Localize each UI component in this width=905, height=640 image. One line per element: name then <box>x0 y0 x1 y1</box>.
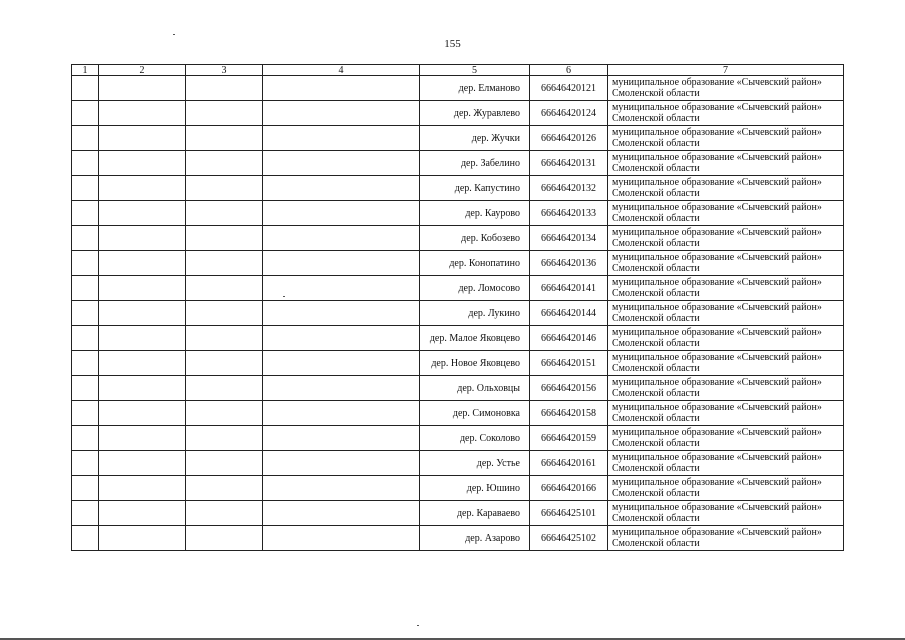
empty-cell-col1 <box>72 376 99 401</box>
municipality-line-2: Смоленской области <box>612 313 700 324</box>
municipality-cell <box>608 76 844 101</box>
empty-cell-col1 <box>72 501 99 526</box>
page-number: 155 <box>444 38 461 50</box>
municipality-line-1: муниципальное образование «Сычевский район» <box>612 351 822 363</box>
oktmo-code-cell: 66646420132 <box>530 176 608 201</box>
municipality-cell <box>608 376 844 401</box>
column-header-3: 3 <box>186 65 263 76</box>
empty-cell-col1 <box>72 201 99 226</box>
place-name-cell: дер. Новое Яковцево <box>420 351 530 376</box>
column-header-5: 5 <box>420 65 530 76</box>
empty-cell-col1 <box>72 451 99 476</box>
table-row <box>72 426 844 451</box>
empty-cell-col1 <box>72 151 99 176</box>
empty-cell-col2 <box>99 351 186 376</box>
municipality-cell <box>608 526 844 551</box>
municipality-line-1: муниципальное образование «Сычевский район» <box>612 126 822 138</box>
empty-cell-col4 <box>263 451 420 476</box>
empty-cell-col1 <box>72 401 99 426</box>
municipality-line-1: муниципальное образование «Сычевский район» <box>612 426 822 438</box>
municipality-line-1: муниципальное образование «Сычевский район» <box>612 526 822 538</box>
empty-cell-col3 <box>186 276 263 301</box>
place-name-cell: дер. Журавлево <box>420 101 530 126</box>
header-row <box>72 65 844 76</box>
column-header-4: 4 <box>263 65 420 76</box>
empty-cell-col3 <box>186 201 263 226</box>
municipality-line-2: Смоленской области <box>612 213 700 224</box>
municipality-line-2: Смоленской области <box>612 413 700 424</box>
municipality-cell <box>608 101 844 126</box>
empty-cell-col4 <box>263 176 420 201</box>
municipality-cell <box>608 501 844 526</box>
table-row <box>72 251 844 276</box>
empty-cell-col4 <box>263 251 420 276</box>
empty-cell-col3 <box>186 251 263 276</box>
column-header-1: 1 <box>72 65 99 76</box>
empty-cell-col2 <box>99 376 186 401</box>
table-row <box>72 401 844 426</box>
place-name-cell: дер. Лукино <box>420 301 530 326</box>
empty-cell-col1 <box>72 126 99 151</box>
place-name-cell: дер. Жучки <box>420 126 530 151</box>
empty-cell-col4 <box>263 151 420 176</box>
municipality-line-2: Смоленской области <box>612 88 700 99</box>
municipality-cell <box>608 351 844 376</box>
empty-cell-col1 <box>72 76 99 101</box>
municipality-cell <box>608 176 844 201</box>
municipality-line-2: Смоленской области <box>612 438 700 449</box>
table-header <box>72 65 844 76</box>
empty-cell-col1 <box>72 426 99 451</box>
column-header-2: 2 <box>99 65 186 76</box>
municipality-line-2: Смоленской области <box>612 163 700 174</box>
municipality-line-2: Смоленской области <box>612 288 700 299</box>
municipality-cell <box>608 476 844 501</box>
oktmo-code-cell: 66646420141 <box>530 276 608 301</box>
municipality-line-2: Смоленской области <box>612 388 700 399</box>
empty-cell-col2 <box>99 401 186 426</box>
registry-table <box>71 64 844 551</box>
oktmo-code-cell: 66646420146 <box>530 326 608 351</box>
empty-cell-col3 <box>186 451 263 476</box>
table-row <box>72 226 844 251</box>
oktmo-code-cell: 66646420134 <box>530 226 608 251</box>
place-name-cell: дер. Малое Яковцево <box>420 326 530 351</box>
empty-cell-col2 <box>99 451 186 476</box>
empty-cell-col2 <box>99 526 186 551</box>
empty-cell-col4 <box>263 401 420 426</box>
column-header-6: 6 <box>530 65 608 76</box>
place-name-cell: дер. Конопатино <box>420 251 530 276</box>
empty-cell-col1 <box>72 276 99 301</box>
empty-cell-col4 <box>263 201 420 226</box>
empty-cell-col2 <box>99 426 186 451</box>
empty-cell-col2 <box>99 226 186 251</box>
empty-cell-col1 <box>72 101 99 126</box>
table-body <box>72 76 844 551</box>
table-row <box>72 351 844 376</box>
place-name-cell: дер. Ольховцы <box>420 376 530 401</box>
municipality-cell <box>608 426 844 451</box>
table-row <box>72 101 844 126</box>
municipality-line-1: муниципальное образование «Сычевский район» <box>612 376 822 388</box>
oktmo-code-cell: 66646420158 <box>530 401 608 426</box>
municipality-cell <box>608 251 844 276</box>
municipality-line-2: Смоленской области <box>612 513 700 524</box>
empty-cell-col3 <box>186 376 263 401</box>
place-name-cell: дер. Ломосово <box>420 276 530 301</box>
empty-cell-col1 <box>72 476 99 501</box>
oktmo-code-cell: 66646420133 <box>530 201 608 226</box>
municipality-line-2: Смоленской области <box>612 463 700 474</box>
oktmo-code-cell: 66646420159 <box>530 426 608 451</box>
municipality-cell <box>608 451 844 476</box>
scan-speck <box>173 34 175 35</box>
oktmo-code-cell: 66646420124 <box>530 101 608 126</box>
municipality-line-1: муниципальное образование «Сычевский район» <box>612 151 822 163</box>
oktmo-code-cell: 66646420136 <box>530 251 608 276</box>
place-name-cell: дер. Кобозево <box>420 226 530 251</box>
municipality-line-2: Смоленской области <box>612 363 700 374</box>
empty-cell-col3 <box>186 351 263 376</box>
empty-cell-col2 <box>99 176 186 201</box>
oktmo-code-cell: 66646420156 <box>530 376 608 401</box>
table-row <box>72 526 844 551</box>
oktmo-code-cell: 66646425102 <box>530 526 608 551</box>
municipality-cell <box>608 201 844 226</box>
empty-cell-col3 <box>186 76 263 101</box>
municipality-line-2: Смоленской области <box>612 538 700 549</box>
municipality-line-1: муниципальное образование «Сычевский район» <box>612 501 822 513</box>
empty-cell-col4 <box>263 326 420 351</box>
oktmo-code-cell: 66646420121 <box>530 76 608 101</box>
place-name-cell: дер. Юшино <box>420 476 530 501</box>
empty-cell-col4 <box>263 76 420 101</box>
empty-cell-col4 <box>263 351 420 376</box>
place-name-cell: дер. Капустино <box>420 176 530 201</box>
empty-cell-col2 <box>99 476 186 501</box>
table-row <box>72 501 844 526</box>
empty-cell-col3 <box>186 326 263 351</box>
municipality-line-2: Смоленской области <box>612 113 700 124</box>
empty-cell-col4 <box>263 126 420 151</box>
place-name-cell: дер. Каурово <box>420 201 530 226</box>
empty-cell-col3 <box>186 501 263 526</box>
empty-cell-col3 <box>186 101 263 126</box>
oktmo-code-cell: 66646420126 <box>530 126 608 151</box>
table-row <box>72 76 844 101</box>
municipality-line-1: муниципальное образование «Сычевский район» <box>612 176 822 188</box>
scan-speck <box>417 625 419 626</box>
empty-cell-col3 <box>186 151 263 176</box>
table-row <box>72 176 844 201</box>
oktmo-code-cell: 66646425101 <box>530 501 608 526</box>
oktmo-code-cell: 66646420166 <box>530 476 608 501</box>
table-row <box>72 276 844 301</box>
empty-cell-col2 <box>99 276 186 301</box>
empty-cell-col4 <box>263 101 420 126</box>
scan-speck <box>283 296 285 297</box>
empty-cell-col1 <box>72 251 99 276</box>
municipality-line-2: Смоленской области <box>612 263 700 274</box>
place-name-cell: дер. Устье <box>420 451 530 476</box>
empty-cell-col3 <box>186 401 263 426</box>
oktmo-code-cell: 66646420151 <box>530 351 608 376</box>
place-name-cell: дер. Елманово <box>420 76 530 101</box>
municipality-line-1: муниципальное образование «Сычевский район» <box>612 101 822 113</box>
empty-cell-col2 <box>99 201 186 226</box>
table-row <box>72 126 844 151</box>
empty-cell-col3 <box>186 176 263 201</box>
municipality-line-1: муниципальное образование «Сычевский район» <box>612 401 822 413</box>
municipality-line-1: муниципальное образование «Сычевский район» <box>612 276 822 288</box>
empty-cell-col2 <box>99 501 186 526</box>
municipality-line-1: муниципальное образование «Сычевский район» <box>612 451 822 463</box>
empty-cell-col2 <box>99 326 186 351</box>
empty-cell-col3 <box>186 426 263 451</box>
municipality-line-2: Смоленской области <box>612 138 700 149</box>
municipality-line-1: муниципальное образование «Сычевский район» <box>612 251 822 263</box>
table-row <box>72 301 844 326</box>
municipality-line-2: Смоленской области <box>612 338 700 349</box>
empty-cell-col4 <box>263 226 420 251</box>
empty-cell-col4 <box>263 276 420 301</box>
empty-cell-col2 <box>99 126 186 151</box>
empty-cell-col3 <box>186 226 263 251</box>
municipality-cell <box>608 126 844 151</box>
empty-cell-col2 <box>99 251 186 276</box>
municipality-line-2: Смоленской области <box>612 488 700 499</box>
table-row <box>72 326 844 351</box>
column-header-7: 7 <box>608 65 844 76</box>
place-name-cell: дер. Азарово <box>420 526 530 551</box>
table-row <box>72 476 844 501</box>
empty-cell-col1 <box>72 351 99 376</box>
empty-cell-col1 <box>72 176 99 201</box>
municipality-cell <box>608 226 844 251</box>
municipality-cell <box>608 151 844 176</box>
empty-cell-col1 <box>72 526 99 551</box>
empty-cell-col1 <box>72 326 99 351</box>
municipality-line-1: муниципальное образование «Сычевский район» <box>612 326 822 338</box>
empty-cell-col4 <box>263 426 420 451</box>
municipality-line-1: муниципальное образование «Сычевский район» <box>612 226 822 238</box>
empty-cell-col4 <box>263 301 420 326</box>
empty-cell-col3 <box>186 526 263 551</box>
empty-cell-col3 <box>186 301 263 326</box>
oktmo-code-cell: 66646420131 <box>530 151 608 176</box>
empty-cell-col1 <box>72 301 99 326</box>
empty-cell-col4 <box>263 376 420 401</box>
municipality-cell <box>608 401 844 426</box>
place-name-cell: дер. Симоновка <box>420 401 530 426</box>
oktmo-code-cell: 66646420144 <box>530 301 608 326</box>
empty-cell-col3 <box>186 476 263 501</box>
place-name-cell: дер. Забелино <box>420 151 530 176</box>
place-name-cell: дер. Соколово <box>420 426 530 451</box>
table-row <box>72 376 844 401</box>
place-name-cell: дер. Караваево <box>420 501 530 526</box>
table-row <box>72 451 844 476</box>
empty-cell-col4 <box>263 501 420 526</box>
table-row <box>72 151 844 176</box>
municipality-line-2: Смоленской области <box>612 238 700 249</box>
table-row <box>72 201 844 226</box>
oktmo-code-cell: 66646420161 <box>530 451 608 476</box>
empty-cell-col2 <box>99 76 186 101</box>
empty-cell-col4 <box>263 476 420 501</box>
empty-cell-col4 <box>263 526 420 551</box>
municipality-cell <box>608 301 844 326</box>
municipality-cell <box>608 326 844 351</box>
municipality-line-1: муниципальное образование «Сычевский район» <box>612 76 822 88</box>
municipality-line-1: муниципальное образование «Сычевский район» <box>612 301 822 313</box>
empty-cell-col2 <box>99 151 186 176</box>
municipality-line-2: Смоленской области <box>612 188 700 199</box>
empty-cell-col1 <box>72 226 99 251</box>
municipality-line-1: муниципальное образование «Сычевский район» <box>612 201 822 213</box>
municipality-line-1: муниципальное образование «Сычевский район» <box>612 476 822 488</box>
empty-cell-col2 <box>99 301 186 326</box>
empty-cell-col3 <box>186 126 263 151</box>
empty-cell-col2 <box>99 101 186 126</box>
municipality-cell <box>608 276 844 301</box>
